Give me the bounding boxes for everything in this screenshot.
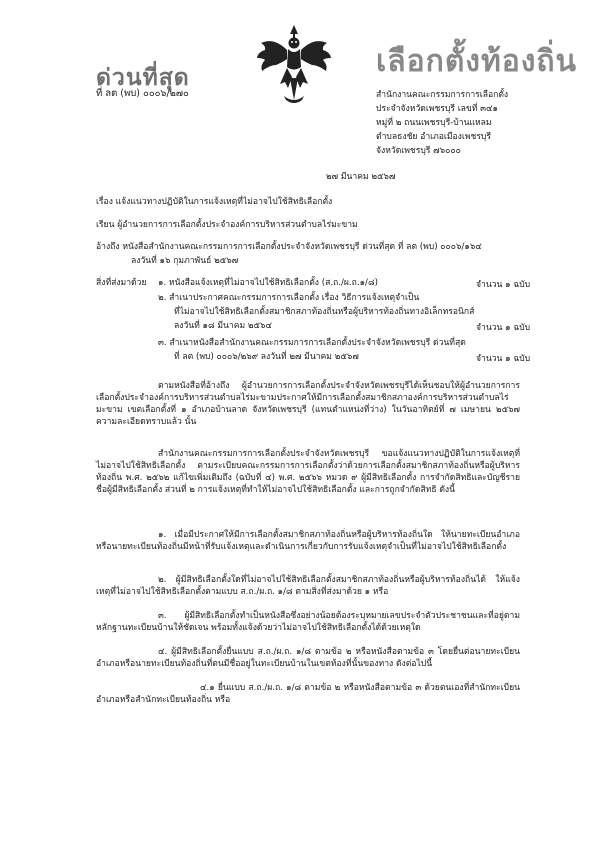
document-number: ที่ ลต (พบ) ๐๐๐๖/๒๗๐ — [96, 88, 189, 99]
urgent-stamp: ด่วนที่สุด — [96, 65, 190, 91]
reference-line-2: ลงวันที่ ๑๖ กุมภาพันธ์ ๒๕๖๗ — [131, 256, 239, 266]
enclosure-amount-3: จำนวน ๑ ฉบับ — [476, 354, 531, 364]
local-election-stamp: เลือกตั้งท้องถิ่น — [376, 44, 578, 79]
body-paragraph-5: ๓. ผู้มีสิทธิเลือกตั้งทำเป็นหนังสือซึ่งอย่างน้อยต้องระบุหมายเลขประจำตัวประชาชนและที่อยู่ตามหลักฐานทะเบียนบ้านให้ชัดเจน พร้อมทั้งแจ้งด้วยว่าไม่อาจไปใช้สิทธิเลือกตั้งได้ด้วยเหตุใด — [96, 611, 520, 633]
body-paragraph-7: ๔.๑ ยื่นแบบ ส.ถ./ผ.ถ. ๑/๘ ตามข้อ ๒ หรือหนังสือตามข้อ ๓ ด้วยตนเองที่สำนักทะเบียนอำเภอหรือสำนักทะเบียนท้องถิ่น หรือ — [96, 683, 520, 705]
body-paragraph-3: ๑. เมื่อมีประกาศให้มีการเลือกตั้งสมาชิกสภาท้องถิ่นหรือผู้บริหารท้องถิ่นใด ให้นายทะเบียนอำเภอหรือนายทะเบียนท้องถิ่นมีหน้าที่รับแจ้งเหตุและดำเนินการเกี่ยวกับการรับแจ้งเหตุจำเป็นที่ไม่อาจไปใช้สิทธิเลือกตั้ง — [96, 530, 520, 552]
garuda-emblem — [254, 22, 334, 106]
office-line-3: หมู่ที่ ๒ ถนนเพชรบุรี-บ้านแหลม — [376, 118, 492, 128]
enclosures-label: สิ่งที่ส่งมาด้วย — [96, 278, 147, 288]
garuda-icon — [254, 22, 334, 106]
office-line-4: ตำบลธงชัย อำเภอเมืองเพชรบุรี — [376, 132, 492, 142]
body-paragraph-1: ตามหนังสือที่อ้างถึง ผู้อำนวยการการเลือกตั้งประจำจังหวัดเพชรบุรีได้เห็นชอบให้ผู้อำนวยการการเลือกตั้งประจำองค์การบริหารส่วนตำบลไร่มะขามประกาศให้มีการเลือกตั้งสมาชิกสภาองค์การบริหารส่วนตำบลไร่มะขาม เขตเลือกตั้งที่ ๑ อำเภอบ้านลาด จังหวัดเพชรบุรี (แทนตำแหน่งที่ว่าง) ในวันอาทิตย์ที่ ๗ เมษายน ๒๕๖๗ ความละเอียดทราบแล้ว นั้น — [96, 381, 520, 427]
reference-line-1: อ้างถึง หนังสือสำนักงานคณะกรรมการการเลือกตั้งประจำจังหวัดเพชรบุรี ด่วนที่สุด ที่ ลต (พบ) ๐๐๐๖/๑๖๔ — [96, 242, 482, 252]
enclosure-item-1: ๑. หนังสือแจ้งเหตุที่ไม่อาจไปใช้สิทธิเลือกตั้ง (ส.ถ./ผ.ถ.๑/๘) — [158, 278, 378, 288]
enclosure-item-2-line-2: ที่ไม่อาจไปใช้สิทธิเลือกตั้งสมาชิกสภาท้องถิ่นหรือผู้บริหารท้องถิ่นทางอิเล็กทรอนิกส์ — [174, 307, 475, 317]
enclosure-item-3-line-1: ๓. สำเนาหนังสือสำนักงานคณะกรรมการการเลือกตั้งประจำจังหวัดเพชรบุรี ด่วนที่สุด — [158, 338, 466, 348]
enclosure-item-2-line-3: ลงวันที่ ๑๘ มีนาคม ๒๕๖๔ — [174, 321, 273, 331]
body-paragraph-2: สำนักงานคณะกรรมการการเลือกตั้งประจำจังหวัดเพชรบุรี ขอแจ้งแนวทางปฏิบัติในการแจ้งเหตุที่ไม่อาจไปใช้สิทธิเลือกตั้ง ตามระเบียบคณะกรรมการการเลือกตั้งว่าด้วยการเลือกตั้งสมาชิกสภาท้องถิ่นหรือผู้บริหารท้องถิ่น พ.ศ. ๒๕๖๒ แก้ไขเพิ่มเติมถึง (ฉบับที่ ๔) พ.ศ. ๒๕๖๖ หมวด ๙ ผู้มีสิทธิเลือกตั้ง การจำกัดสิทธิและบัญชีรายชื่อผู้มีสิทธิเลือกตั้ง ส่วนที่ ๒ การแจ้งเหตุที่ทำให้ไม่อาจไปใช้สิทธิเลือกตั้ง และการถูกจำกัดสิทธิ ดังนี้ — [96, 449, 520, 495]
letter-subject: เรื่อง แจ้งแนวทางปฏิบัติในการแจ้งเหตุที่ไม่อาจไปใช้สิทธิเลือกตั้ง — [96, 197, 333, 207]
enclosure-amount-1: จำนวน ๑ ฉบับ — [476, 280, 531, 290]
office-line-5: จังหวัดเพชรบุรี ๗๖๐๐๐ — [376, 146, 461, 156]
enclosure-item-3-line-2: ที่ ลต (พบ) ๐๐๐๖/๒๖๙ ลงวันที่ ๒๗ มีนาคม ๒๕๖๗ — [174, 352, 359, 362]
letter-recipient: เรียน ผู้อำนวยการการเลือกตั้งประจำองค์การบริหารส่วนตำบลไร่มะขาม — [96, 220, 358, 230]
letter-date: ๒๗ มีนาคม ๒๕๖๗ — [326, 172, 396, 182]
body-paragraph-6: ๔. ผู้มีสิทธิเลือกตั้งยื่นแบบ ส.ถ./ผ.ถ. ๑/๘ ตามข้อ ๒ หรือหนังสือตามข้อ ๓ โดยยื่นต่อนายทะเบียนอำเภอหรือนายทะเบียนท้องถิ่นที่ตนมีชื่ออยู่ในทะเบียนบ้านในเขตท้องที่นั้นของทาง ดังต่อไปนี้ — [96, 647, 520, 669]
office-line-1: สำนักงานคณะกรรมการการเลือกตั้ง — [376, 90, 509, 100]
office-line-2: ประจำจังหวัดเพชรบุรี เลขที่ ๓๔๑ — [376, 104, 499, 114]
enclosure-item-2-line-1: ๒. สำเนาประกาศคณะกรรมการการเลือกตั้ง เรื่อง วิธีการแจ้งเหตุจำเป็น — [158, 293, 420, 303]
enclosure-amount-2: จำนวน ๑ ฉบับ — [476, 323, 531, 333]
body-paragraph-4: ๒. ผู้มีสิทธิเลือกตั้งใดที่ไม่อาจไปใช้สิทธิเลือกตั้งสมาชิกสภาท้องถิ่นหรือผู้บริหารท้องถิ่นได้ ให้แจ้งเหตุที่ไม่อาจไปใช้สิทธิเลือกตั้งตามแบบ ส.ถ./ผ.ถ. ๑/๘ ตามสิ่งที่ส่งมาด้วย ๑ หรือ — [96, 575, 520, 597]
